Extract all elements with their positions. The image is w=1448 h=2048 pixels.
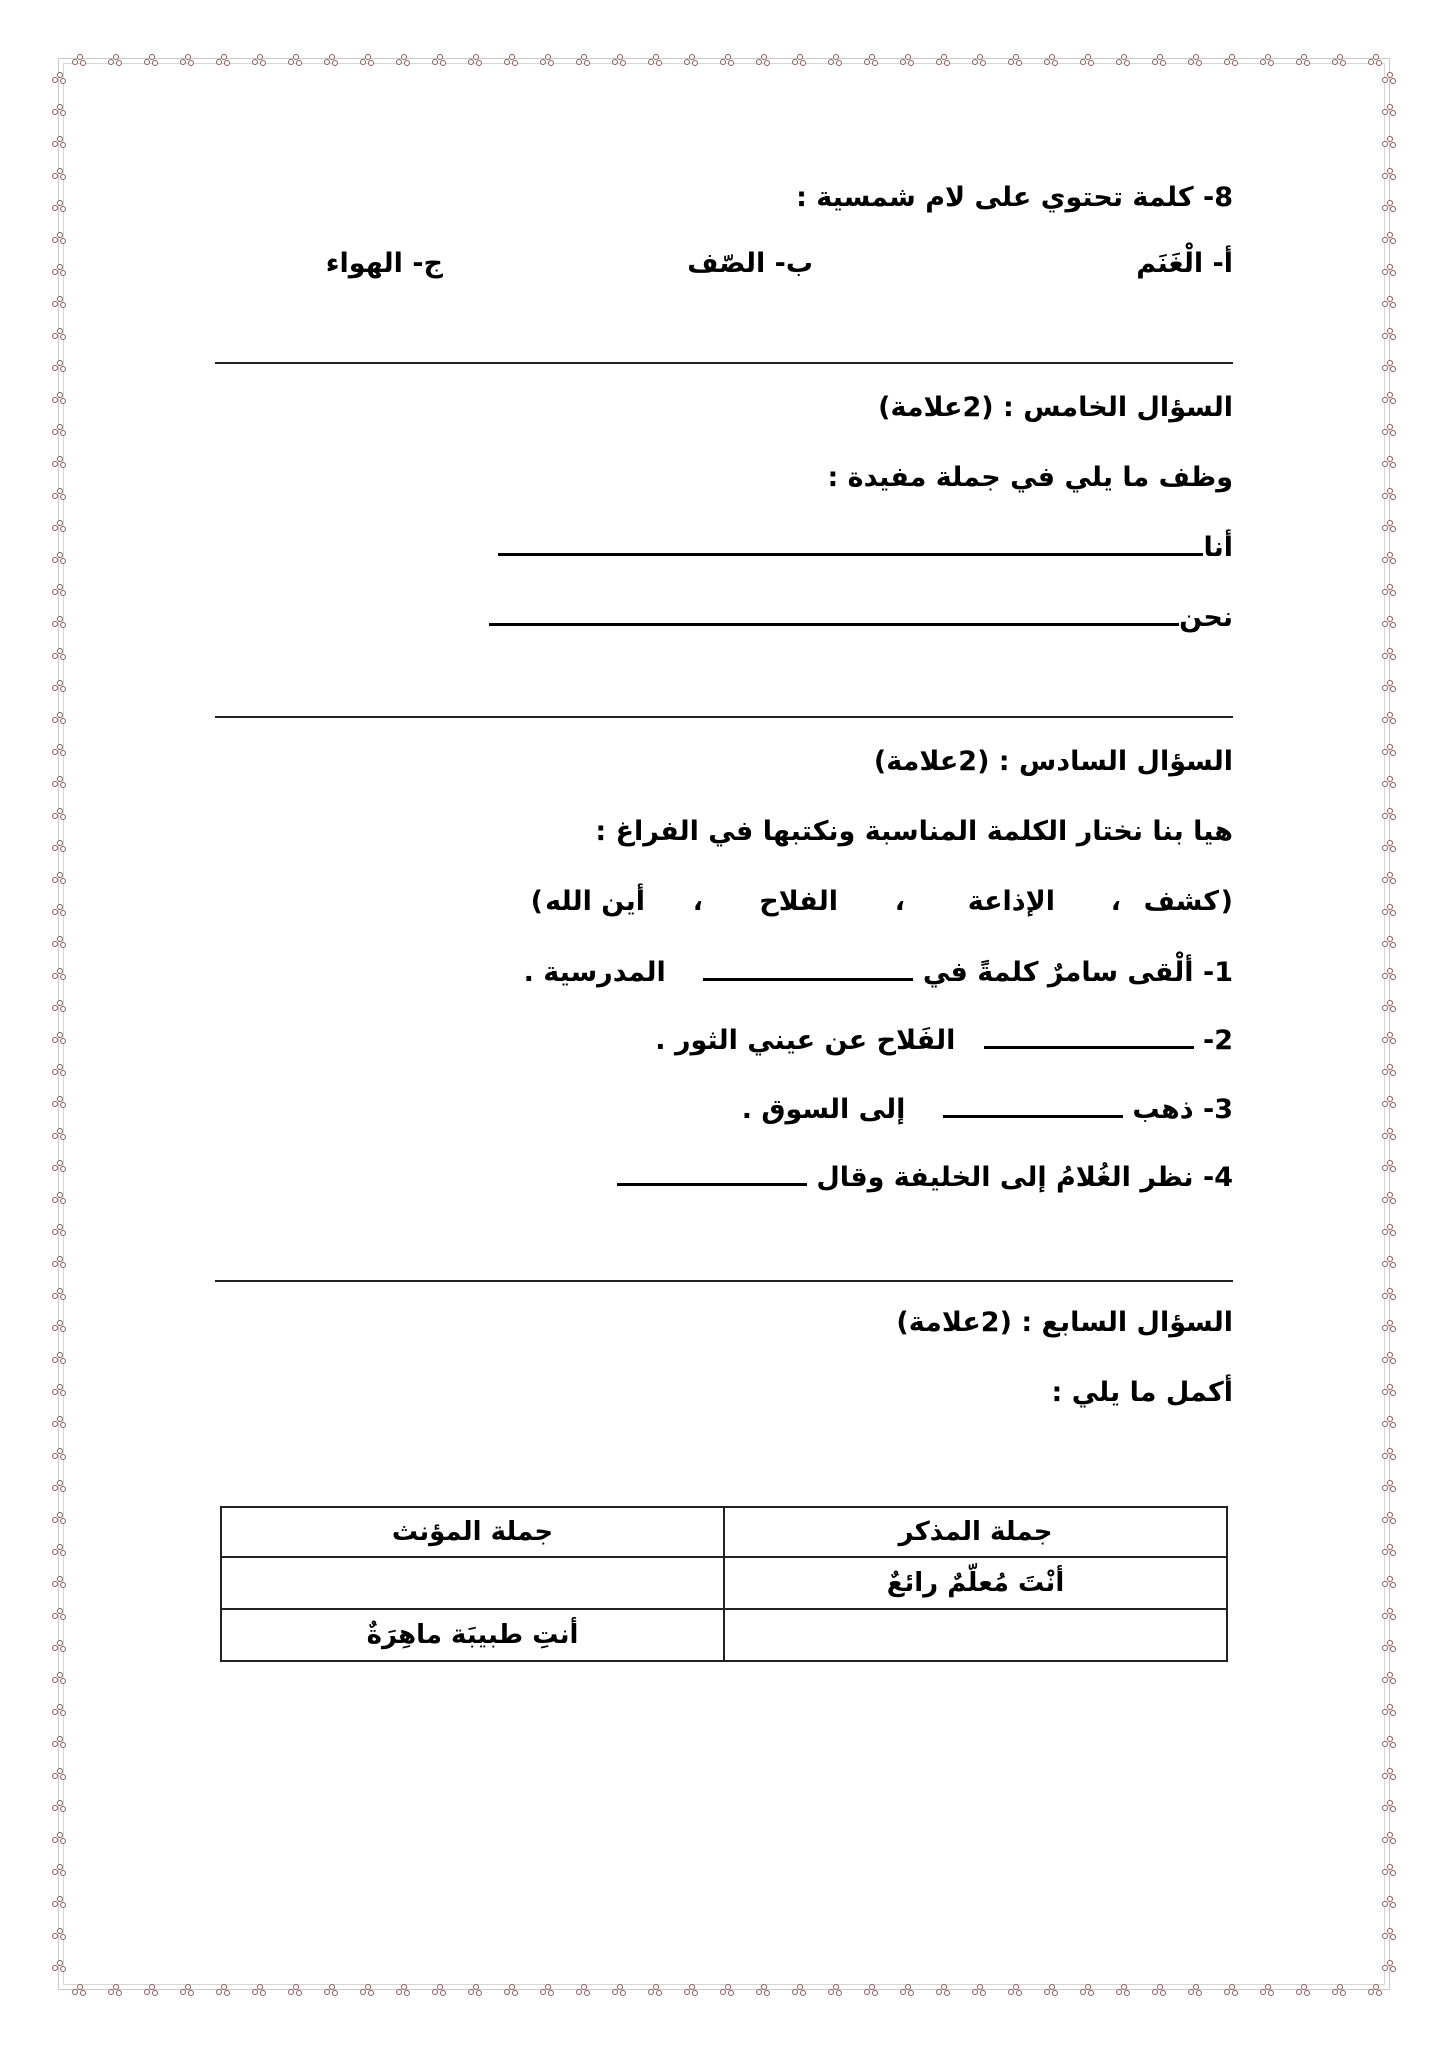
flower-ornament-icon — [1080, 1984, 1096, 1996]
flower-ornament-icon — [1382, 1768, 1398, 1780]
flower-ornament-icon — [52, 1096, 68, 1108]
flower-ornament-icon — [52, 424, 68, 436]
flower-ornament-icon — [612, 1984, 628, 1996]
table-header-row — [221, 1507, 1227, 1557]
flower-ornament-icon — [1382, 264, 1398, 276]
flower-ornament-icon — [1382, 1576, 1398, 1588]
flower-ornament-icon — [52, 1224, 68, 1236]
flower-ornament-icon — [144, 1984, 160, 1996]
question-6-instruction: هيا بنا نختار الكلمة المناسبة ونكتبها في الفراغ : — [595, 816, 1233, 847]
flower-ornament-icon — [52, 1736, 68, 1748]
flower-ornament-icon — [1382, 1448, 1398, 1460]
flower-ornament-icon — [1116, 1984, 1132, 1996]
flower-ornament-icon — [52, 936, 68, 948]
flower-ornament-icon — [52, 1192, 68, 1204]
flower-ornament-icon — [864, 54, 880, 66]
flower-ornament-icon — [52, 1320, 68, 1332]
flower-ornament-icon — [1116, 54, 1132, 66]
flower-ornament-icon — [52, 1896, 68, 1908]
flower-ornament-icon — [1382, 1672, 1398, 1684]
flower-ornament-icon — [52, 1064, 68, 1076]
flower-ornament-icon — [1382, 872, 1398, 884]
question-8-options — [215, 248, 1233, 284]
word-bank-word: الفلاح — [759, 886, 838, 917]
flower-ornament-icon — [1382, 1864, 1398, 1876]
option-c-text: الهواء — [325, 248, 403, 279]
cell-masculine-answer[interactable] — [724, 1609, 1227, 1661]
flower-ornament-icon — [216, 1984, 232, 1996]
flower-ornament-icon — [52, 1960, 68, 1972]
flower-ornament-icon — [1152, 1984, 1168, 1996]
flower-ornament-icon — [1296, 1984, 1312, 1996]
item-word: أنا — [1203, 532, 1233, 563]
flower-ornament-icon — [52, 328, 68, 340]
flower-ornament-icon — [1382, 1896, 1398, 1908]
option-a-text: الْغَنَم — [1136, 248, 1204, 279]
flower-ornament-icon — [468, 54, 484, 66]
flower-ornament-icon — [1382, 584, 1398, 596]
sentence-before: ألْقى سامرٌ كلمةً في — [922, 957, 1194, 988]
flower-ornament-icon — [216, 54, 232, 66]
flower-ornament-icon — [52, 968, 68, 980]
flower-ornament-icon — [1382, 72, 1398, 84]
flower-ornament-icon — [792, 1984, 808, 1996]
flower-ornament-icon — [1382, 680, 1398, 692]
sentence-before: نظر الغُلامُ إلى الخليفة وقال — [816, 1162, 1194, 1193]
flower-ornament-icon — [1368, 54, 1384, 66]
flower-ornament-icon — [1382, 1640, 1398, 1652]
flower-ornament-icon — [52, 168, 68, 180]
flower-ornament-icon — [52, 360, 68, 372]
section-divider — [215, 362, 1233, 364]
flower-ornament-icon — [1382, 488, 1398, 500]
flower-ornament-icon — [540, 54, 556, 66]
flower-ornament-icon — [1382, 1512, 1398, 1524]
fill-sentence-4 — [617, 1160, 1233, 1196]
flower-ornament-icon — [52, 1352, 68, 1364]
flower-ornament-icon — [1382, 1384, 1398, 1396]
flower-ornament-icon — [828, 1984, 844, 1996]
flower-ornament-icon — [1382, 1288, 1398, 1300]
flower-ornament-icon — [468, 1984, 484, 1996]
flower-ornament-icon — [1368, 1984, 1384, 1996]
flower-ornament-icon — [52, 1384, 68, 1396]
flower-ornament-icon — [52, 200, 68, 212]
word-bank-separator: ، — [692, 886, 703, 917]
answer-blank[interactable] — [617, 1161, 807, 1186]
flower-ornament-icon — [52, 648, 68, 660]
flower-ornament-icon — [1224, 54, 1240, 66]
flower-ornament-icon — [396, 1984, 412, 1996]
flower-ornament-icon — [1382, 296, 1398, 308]
sentence-after: المدرسية . — [523, 957, 666, 988]
word-bank-word: الإذاعة — [967, 886, 1055, 917]
flower-ornament-icon — [900, 54, 916, 66]
flower-ornament-icon — [1382, 936, 1398, 948]
word-bank-separator: ، — [1110, 886, 1121, 917]
flower-ornament-icon — [1382, 648, 1398, 660]
flower-ornament-icon — [1382, 392, 1398, 404]
flower-ornament-icon — [52, 1864, 68, 1876]
flower-ornament-icon — [720, 1984, 736, 1996]
sentence-before: ذهب — [1132, 1094, 1194, 1125]
flower-ornament-icon — [52, 712, 68, 724]
option-b-text: الصّف — [687, 248, 766, 279]
flower-ornament-icon — [52, 584, 68, 596]
table-row — [221, 1557, 1227, 1609]
answer-blank[interactable] — [498, 531, 1203, 556]
flower-ornament-icon — [108, 54, 124, 66]
answer-blank[interactable] — [703, 956, 913, 981]
flower-ornament-icon — [936, 1984, 952, 1996]
flower-ornament-icon — [684, 54, 700, 66]
option-c[interactable] — [326, 248, 443, 279]
flower-ornament-icon — [288, 1984, 304, 1996]
flower-ornament-icon — [1382, 520, 1398, 532]
flower-ornament-icon — [52, 296, 68, 308]
flower-ornament-icon — [1382, 1000, 1398, 1012]
flower-ornament-icon — [52, 72, 68, 84]
flower-ornament-icon — [52, 1576, 68, 1588]
item-word: نحن — [1179, 602, 1233, 633]
header-masculine: جملة المذكر — [724, 1507, 1227, 1557]
flower-ornament-icon — [52, 1032, 68, 1044]
flower-ornament-icon — [1008, 1984, 1024, 1996]
flower-ornament-icon — [52, 232, 68, 244]
flower-ornament-icon — [1382, 1480, 1398, 1492]
flower-ornament-icon — [144, 54, 160, 66]
flower-ornament-icon — [1260, 1984, 1276, 1996]
flower-ornament-icon — [360, 1984, 376, 1996]
section-divider — [215, 1280, 1233, 1282]
flower-ornament-icon — [52, 1672, 68, 1684]
answer-blank[interactable] — [943, 1093, 1123, 1118]
question-7-instruction: أكمل ما يلي : — [1051, 1377, 1233, 1408]
flower-ornament-icon — [52, 1640, 68, 1652]
flower-ornament-icon — [324, 54, 340, 66]
flower-ornament-icon — [52, 456, 68, 468]
flower-ornament-icon — [108, 1984, 124, 1996]
flower-ornament-icon — [504, 1984, 520, 1996]
sentence-number: 2- — [1202, 1025, 1233, 1056]
sentence-after: الفَلاح عن عيني الثور . — [655, 1025, 956, 1056]
flower-ornament-icon — [52, 136, 68, 148]
section-divider — [215, 716, 1233, 718]
flower-ornament-icon — [504, 54, 520, 66]
flower-ornament-icon — [1382, 168, 1398, 180]
word-bank-word: كشف — [1143, 886, 1219, 917]
flower-ornament-icon — [1260, 54, 1276, 66]
flower-ornament-icon — [1382, 1608, 1398, 1620]
cell-feminine: أنتِ طبيبَة ماهِرَةٌ — [221, 1609, 724, 1661]
flower-ornament-icon — [360, 54, 376, 66]
flower-ornament-icon — [648, 1984, 664, 1996]
flower-ornament-icon — [52, 904, 68, 916]
flower-ornament-icon — [1382, 1352, 1398, 1364]
sentence-after: إلى السوق . — [741, 1094, 906, 1125]
flower-ornament-icon — [1382, 840, 1398, 852]
flower-ornament-icon — [432, 1984, 448, 1996]
flower-ornament-icon — [52, 1544, 68, 1556]
flower-ornament-icon — [52, 1416, 68, 1428]
flower-ornament-icon — [52, 1928, 68, 1940]
flower-ornament-icon — [648, 54, 664, 66]
flower-ornament-icon — [52, 1704, 68, 1716]
flower-ornament-icon — [792, 54, 808, 66]
question-8-prompt: 8- كلمة تحتوي على لام شمسية : — [796, 182, 1233, 213]
flower-ornament-icon — [52, 680, 68, 692]
flower-ornament-icon — [576, 54, 592, 66]
flower-ornament-icon — [1382, 1160, 1398, 1172]
option-c-letter: ج- — [412, 248, 443, 279]
option-b-letter: ب- — [774, 248, 813, 279]
flower-ornament-icon — [1382, 1064, 1398, 1076]
flower-ornament-icon — [1382, 1736, 1398, 1748]
question-5-item-1 — [498, 530, 1233, 566]
flower-ornament-icon — [1382, 1800, 1398, 1812]
question-6-title: السؤال السادس : (2علامة) — [873, 746, 1233, 777]
flower-ornament-icon — [972, 1984, 988, 1996]
question-7-title: السؤال السابع : (2علامة) — [896, 1307, 1233, 1338]
flower-ornament-icon — [1044, 54, 1060, 66]
flower-ornament-icon — [52, 488, 68, 500]
flower-ornament-icon — [52, 616, 68, 628]
flower-ornament-icon — [936, 54, 952, 66]
flower-ornament-icon — [864, 1984, 880, 1996]
flower-ornament-icon — [52, 1832, 68, 1844]
flower-ornament-icon — [1382, 360, 1398, 372]
flower-ornament-icon — [52, 1800, 68, 1812]
flower-ornament-icon — [1382, 1832, 1398, 1844]
flower-ornament-icon — [52, 1160, 68, 1172]
flower-ornament-icon — [1382, 232, 1398, 244]
flower-ornament-icon — [1382, 1320, 1398, 1332]
flower-ornament-icon — [1382, 808, 1398, 820]
sentence-number: 4- — [1202, 1162, 1233, 1193]
flower-ornament-icon — [52, 1480, 68, 1492]
flower-ornament-icon — [684, 1984, 700, 1996]
flower-ornament-icon — [1382, 1928, 1398, 1940]
flower-ornament-icon — [1382, 1128, 1398, 1140]
flower-ornament-icon — [1080, 54, 1096, 66]
option-a-letter: أ- — [1212, 248, 1233, 279]
flower-ornament-icon — [1382, 328, 1398, 340]
option-a[interactable] — [1136, 248, 1233, 279]
fill-sentence-2 — [655, 1023, 1233, 1059]
flower-ornament-icon — [1382, 1960, 1398, 1972]
flower-ornament-icon — [52, 1128, 68, 1140]
flower-ornament-icon — [52, 520, 68, 532]
flower-ornament-icon — [52, 1256, 68, 1268]
word-bank-word: أين الله — [545, 886, 645, 917]
flower-ornament-icon — [1382, 456, 1398, 468]
flower-ornament-icon — [1382, 968, 1398, 980]
word-bank — [530, 886, 1233, 922]
word-bank-open-paren: ( — [1220, 886, 1233, 917]
question-5-item-2 — [489, 600, 1233, 636]
flower-ornament-icon — [972, 54, 988, 66]
flower-ornament-icon — [1044, 1984, 1060, 1996]
sentence-number: 3- — [1202, 1094, 1233, 1125]
gender-sentences-table — [220, 1506, 1228, 1662]
fill-sentence-3 — [742, 1092, 1233, 1128]
flower-ornament-icon — [540, 1984, 556, 1996]
flower-ornament-icon — [72, 54, 88, 66]
flower-ornament-icon — [52, 808, 68, 820]
flower-ornament-icon — [52, 1608, 68, 1620]
flower-ornament-icon — [1382, 104, 1398, 116]
flower-ornament-icon — [1382, 616, 1398, 628]
flower-ornament-icon — [756, 1984, 772, 1996]
flower-ornament-icon — [576, 1984, 592, 1996]
sentence-number: 1- — [1202, 957, 1233, 988]
flower-ornament-icon — [1382, 776, 1398, 788]
header-feminine: جملة المؤنث — [221, 1507, 724, 1557]
flower-ornament-icon — [1382, 1192, 1398, 1204]
flower-ornament-icon — [1382, 1544, 1398, 1556]
flower-ornament-icon — [1382, 552, 1398, 564]
flower-ornament-icon — [52, 776, 68, 788]
flower-ornament-icon — [1332, 54, 1348, 66]
flower-ornament-icon — [180, 54, 196, 66]
answer-blank[interactable] — [489, 601, 1179, 626]
flower-ornament-icon — [1382, 136, 1398, 148]
flower-ornament-icon — [1382, 712, 1398, 724]
flower-ornament-icon — [1382, 200, 1398, 212]
flower-ornament-icon — [1382, 904, 1398, 916]
flower-ornament-icon — [1332, 1984, 1348, 1996]
flower-ornament-icon — [324, 1984, 340, 1996]
flower-ornament-icon — [52, 1448, 68, 1460]
flower-ornament-icon — [52, 1000, 68, 1012]
fill-sentence-1 — [524, 955, 1233, 991]
flower-ornament-icon — [52, 264, 68, 276]
flower-ornament-icon — [1382, 424, 1398, 436]
question-5-title: السؤال الخامس : (2علامة) — [878, 392, 1233, 423]
question-5-instruction: وظف ما يلي في جملة مفيدة : — [827, 462, 1233, 493]
flower-ornament-icon — [52, 744, 68, 756]
flower-ornament-icon — [252, 54, 268, 66]
flower-ornament-icon — [828, 54, 844, 66]
flower-ornament-icon — [612, 54, 628, 66]
flower-ornament-icon — [900, 1984, 916, 1996]
option-b[interactable] — [687, 248, 813, 279]
flower-ornament-icon — [1008, 54, 1024, 66]
answer-blank[interactable] — [984, 1024, 1194, 1049]
flower-ornament-icon — [72, 1984, 88, 1996]
flower-ornament-icon — [1382, 1416, 1398, 1428]
word-bank-close-paren: ) — [530, 886, 543, 917]
flower-ornament-icon — [1382, 1224, 1398, 1236]
flower-ornament-icon — [1382, 1032, 1398, 1044]
flower-ornament-icon — [1224, 1984, 1240, 1996]
flower-ornament-icon — [1188, 1984, 1204, 1996]
flower-ornament-icon — [1382, 744, 1398, 756]
cell-masculine: أنْتَ مُعلّمٌ رائعٌ — [724, 1557, 1227, 1609]
flower-ornament-icon — [52, 1768, 68, 1780]
flower-ornament-icon — [180, 1984, 196, 1996]
flower-ornament-icon — [52, 392, 68, 404]
cell-feminine-answer[interactable] — [221, 1557, 724, 1609]
flower-ornament-icon — [52, 1512, 68, 1524]
flower-ornament-icon — [52, 1288, 68, 1300]
flower-ornament-icon — [52, 552, 68, 564]
flower-ornament-icon — [432, 54, 448, 66]
flower-ornament-icon — [1152, 54, 1168, 66]
flower-ornament-icon — [1188, 54, 1204, 66]
table-row — [221, 1609, 1227, 1661]
flower-ornament-icon — [396, 54, 412, 66]
flower-ornament-icon — [1296, 54, 1312, 66]
flower-ornament-icon — [1382, 1704, 1398, 1716]
flower-ornament-icon — [252, 1984, 268, 1996]
flower-ornament-icon — [52, 104, 68, 116]
flower-ornament-icon — [1382, 1256, 1398, 1268]
flower-ornament-icon — [52, 840, 68, 852]
flower-ornament-icon — [52, 872, 68, 884]
flower-ornament-icon — [756, 54, 772, 66]
word-bank-separator: ، — [894, 886, 905, 917]
flower-ornament-icon — [720, 54, 736, 66]
flower-ornament-icon — [1382, 1096, 1398, 1108]
flower-ornament-icon — [288, 54, 304, 66]
